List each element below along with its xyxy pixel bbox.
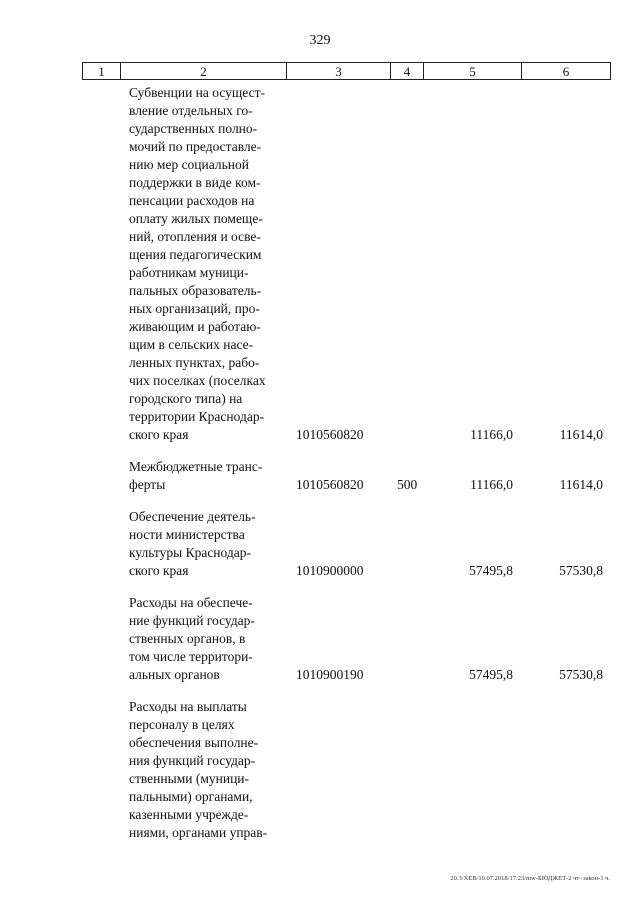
table-row xyxy=(0,594,640,684)
row-description: Расходы на выплаты персоналу в целях обеспечения выполне- ния функций государ- ственными (муници- пальными) органами, казенными учрежде- ниями, органами управ- xyxy=(129,699,268,840)
page-number: 329 xyxy=(309,33,331,48)
column-header-4: 4 xyxy=(391,63,424,79)
table-row xyxy=(0,84,640,444)
row-description: Обеспечение деятель- ности министерства культуры Краснодар- ского края xyxy=(129,509,256,578)
column-header-5: 5 xyxy=(424,63,522,79)
row-code: 1010560820 xyxy=(296,427,364,442)
row-value-2020: 11614,0 xyxy=(559,477,603,492)
document-footer: 20.3/XEB/10.07.2018/17:23/mw-БЮДЖЕТ-2 чт- закон-3 ч. xyxy=(450,875,610,882)
row-value-2019: 57495,8 xyxy=(469,667,513,682)
row-value-2019: 11166,0 xyxy=(470,477,513,492)
column-header-3: 3 xyxy=(287,63,391,79)
column-header-6: 6 xyxy=(562,64,570,79)
row-expense-type: 500 xyxy=(397,477,418,492)
row-value-2020: 11614,0 xyxy=(559,427,603,442)
row-description: Межбюджетные транс- ферты xyxy=(129,459,263,492)
table-body xyxy=(0,84,640,856)
table-row xyxy=(0,458,640,494)
row-description: Расходы на обеспече- ние функций государ- ственных органов, в том числе территори- альных органов xyxy=(129,595,255,682)
row-code: 1010900000 xyxy=(296,563,364,578)
column-header-1: 1 xyxy=(83,63,121,79)
column-header-row xyxy=(82,62,611,80)
table-row xyxy=(0,508,640,580)
row-code: 1010900190 xyxy=(296,667,364,682)
row-description: Субвенции на осущест- вление отдельных го- сударственных полно- мочий по предоставле- нию мер социальной поддержки в виде ком- пенсации расходов на оплату жилых помеще- ний, отопления и осве- щения педагогическим работникам муници- пальных образователь- ных организаций, про- живающим и работаю- щим в сельских насе- ленных пунктах, рабо- чих поселках (поселках городского типа) на территории Краснодар- ского края xyxy=(129,85,266,442)
row-value-2019: 11166,0 xyxy=(470,427,513,442)
table-row xyxy=(0,698,640,842)
row-value-2020: 57530,8 xyxy=(559,563,603,578)
column-header-2: 2 xyxy=(121,63,287,79)
row-code: 1010560820 xyxy=(296,477,364,492)
row-value-2019: 57495,8 xyxy=(469,563,513,578)
row-value-2020: 57530,8 xyxy=(559,667,603,682)
